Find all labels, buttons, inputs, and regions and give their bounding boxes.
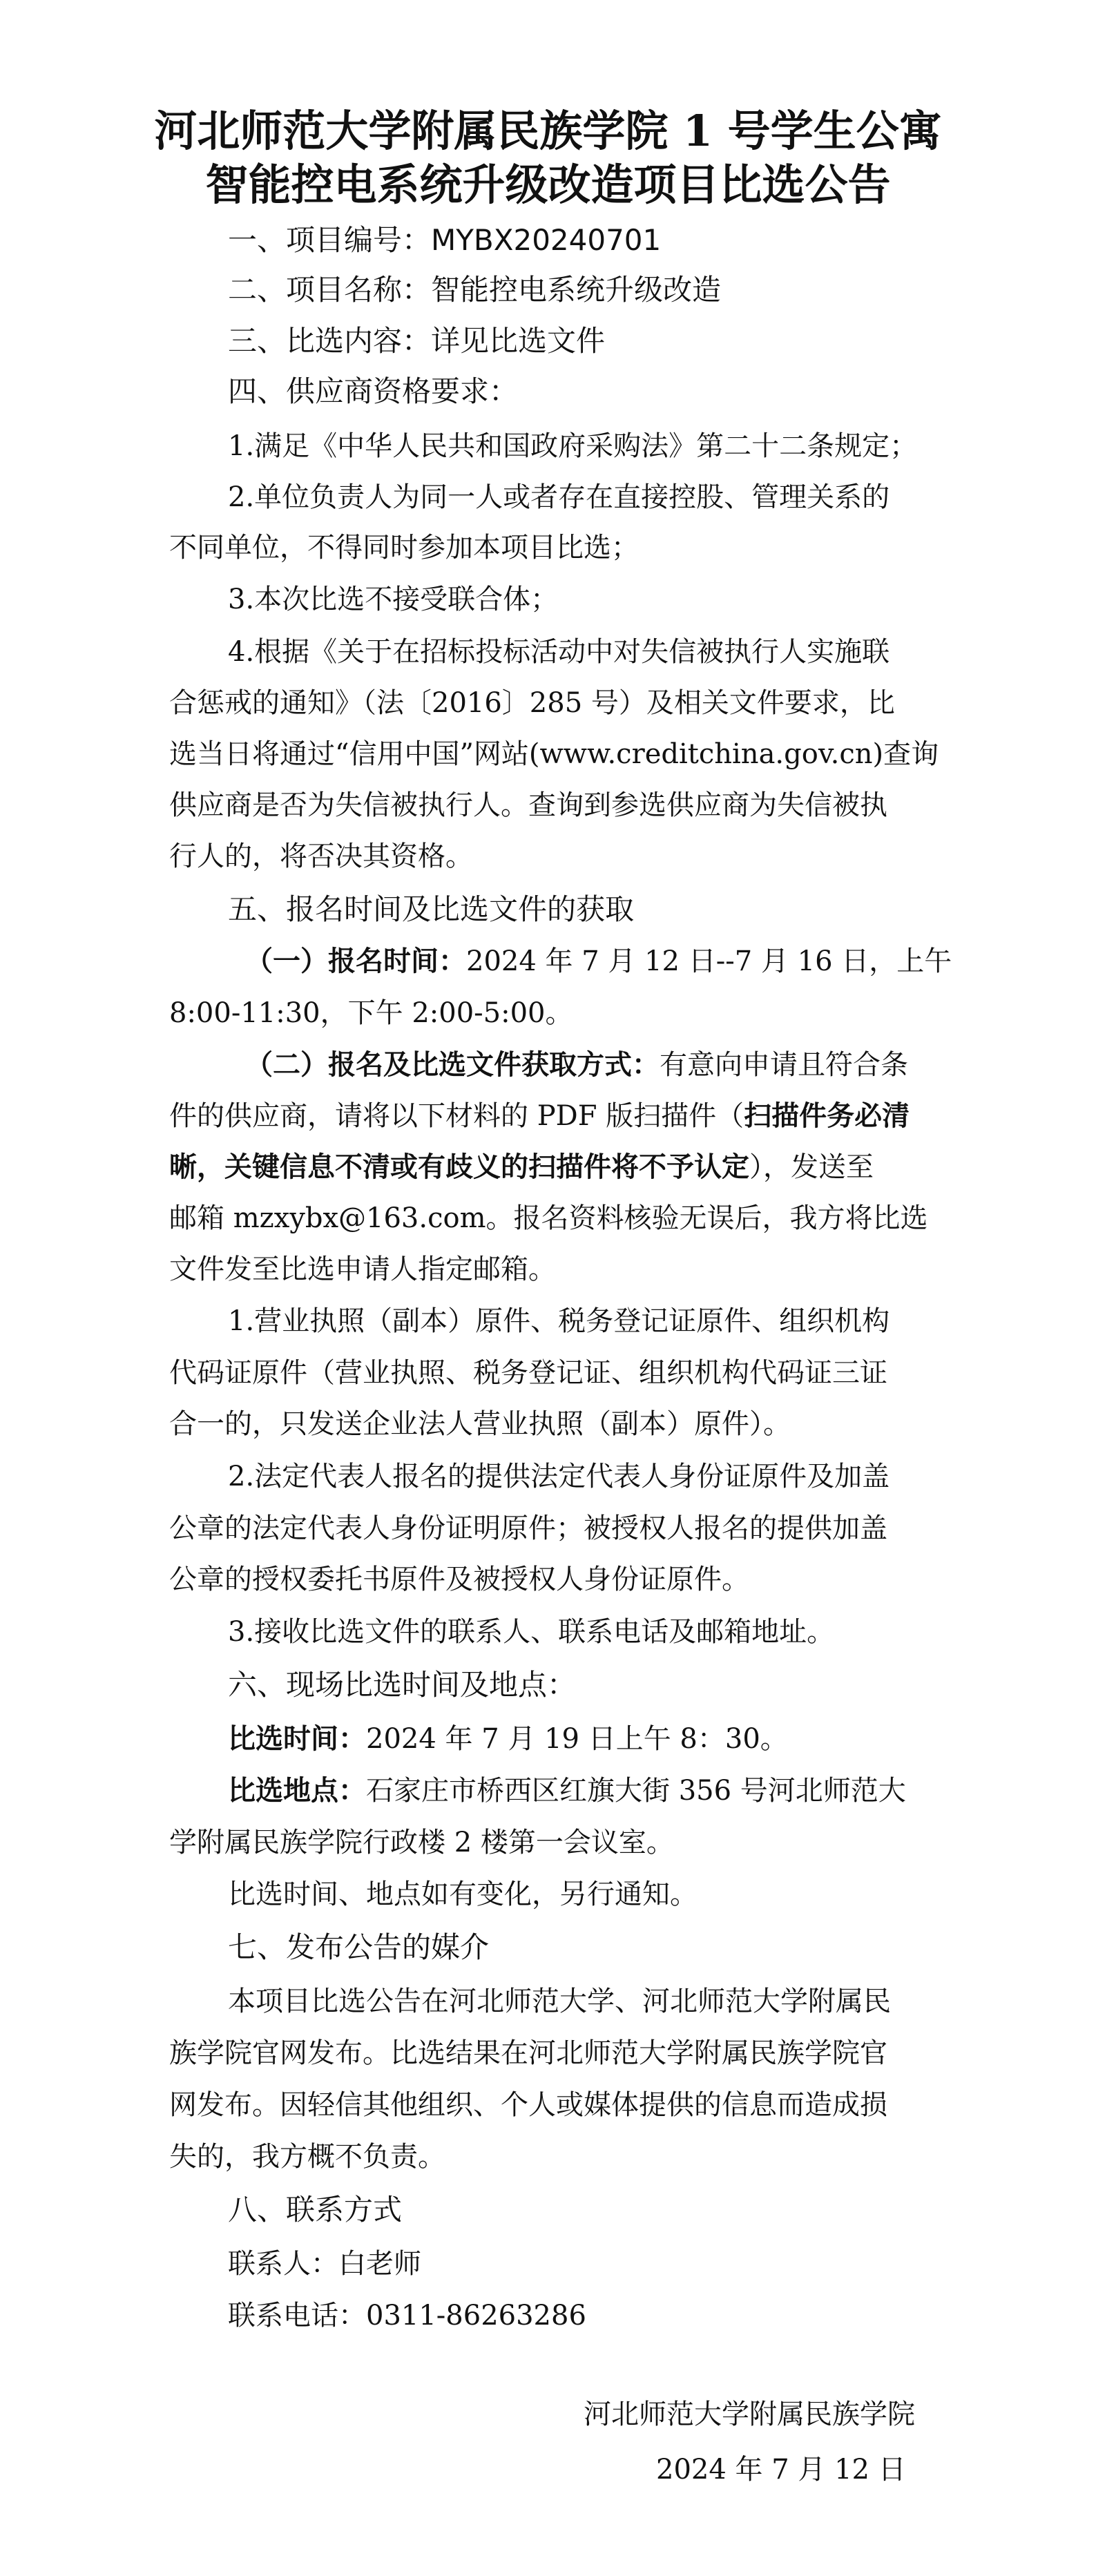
registration-method-text-2: 件的供应商，请将以下材料的 PDF 版扫描件（ <box>169 1100 744 1132</box>
material-3: 3.接收比选文件的联系人、联系电话及邮箱地址。 <box>228 1616 835 1648</box>
qualification-item-4-line-4: 供应商是否为失信被执行人。查询到参选供应商为失信被执 <box>169 789 887 821</box>
registration-method-text: 有意向申请且符合条 <box>660 1049 908 1081</box>
selection-place-line-1 <box>228 1771 906 1810</box>
section-heading-contact: 八、联系方式 <box>228 2193 403 2227</box>
contact-person: 联系人：白老师 <box>228 2248 421 2280</box>
qualification-item-4-line-5: 行人的，将否决其资格。 <box>169 840 473 872</box>
title-line-2: 智能控电系统升级改造项目比选公告 <box>205 160 891 210</box>
selection-time-line <box>228 1720 788 1758</box>
media-line-1: 本项目比选公告在河北师范大学、河北师范大学附属民 <box>228 1986 891 2017</box>
registration-method-line-4: 邮箱 mzxybx@163.com。报名资料核验无误后，我方将比选 <box>169 1202 928 1234</box>
section-heading-registration: 五、报名时间及比选文件的获取 <box>228 892 635 926</box>
registration-time-value: 2024 年 7 月 12 日--7 月 16 日，上午 <box>466 945 952 977</box>
title-line-1: 河北师范大学附属民族学院 1 号学生公寓 <box>154 106 942 156</box>
material-1-line-2: 代码证原件（营业执照、税务登记证、组织机构代码证三证 <box>169 1357 887 1389</box>
registration-time-label: （一）报名时间： <box>245 945 466 977</box>
registration-method-line-2 <box>169 1097 910 1135</box>
scan-requirement-bold-1: 扫描件务必清 <box>744 1099 910 1132</box>
selection-place-line-2: 学附属民族学院行政楼 2 楼第一会议室。 <box>169 1827 674 1858</box>
section-heading-qualifications: 四、供应商资格要求： <box>228 374 519 408</box>
change-notice: 比选时间、地点如有变化，另行通知。 <box>228 1878 698 1910</box>
qualification-item-3: 3.本次比选不接受联合体； <box>228 584 559 615</box>
signature-date: 2024 年 7 月 12 日 <box>656 2454 906 2486</box>
qualification-item-4-line-2: 合惩戒的通知》（法〔2016〕285 号）及相关文件要求，比 <box>169 687 895 719</box>
project-number: 一、项目编号：MYBX20240701 <box>228 223 662 257</box>
section-heading-media: 七、发布公告的媒介 <box>228 1930 490 1964</box>
registration-time-line-2: 8:00-11:30，下午 2:00-5:00。 <box>169 997 573 1029</box>
material-1-line-1: 1.营业执照（副本）原件、税务登记证原件、组织机构 <box>228 1305 890 1337</box>
registration-method-text-3: ），发送至 <box>749 1151 874 1183</box>
qualification-item-1: 1.满足《中华人民共和国政府采购法》第二十二条规定； <box>228 430 918 462</box>
project-name: 二、项目名称：智能控电系统升级改造 <box>228 273 722 307</box>
qualification-item-4-line-1: 4.根据《关于在招标投标活动中对失信被执行人实施联 <box>228 636 890 668</box>
registration-method-line-3 <box>169 1148 874 1186</box>
qualification-item-4-line-3: 选当日将通过“信用中国”网站(www.creditchina.gov.cn)查询 <box>169 738 939 770</box>
material-2-line-2: 公章的法定代表人身份证明原件；被授权人报名的提供加盖 <box>169 1512 887 1544</box>
selection-time-label: 比选时间： <box>228 1722 366 1755</box>
selection-place-label: 比选地点： <box>228 1774 366 1807</box>
media-line-2: 族学院官网发布。比选结果在河北师范大学附属民族学院官 <box>169 2037 887 2069</box>
material-2-line-1: 2.法定代表人报名的提供法定代表人身份证原件及加盖 <box>228 1461 890 1492</box>
material-2-line-3: 公章的授权委托书原件及被授权人身份证原件。 <box>169 1564 749 1595</box>
registration-time-line-1 <box>245 942 952 981</box>
scan-requirement-bold-2: 晰，关键信息不清或有歧义的扫描件将不予认定 <box>169 1151 749 1183</box>
qualification-item-2-line-1: 2.单位负责人为同一人或者存在直接控股、管理关系的 <box>228 481 890 513</box>
registration-method-label: （二）报名及比选文件获取方式： <box>245 1048 660 1081</box>
registration-method-line-5: 文件发至比选申请人指定邮箱。 <box>169 1253 556 1285</box>
qualification-item-2-line-2: 不同单位，不得同时参加本项目比选； <box>169 532 639 564</box>
registration-method-line-1 <box>245 1046 908 1084</box>
signature-org: 河北师范大学附属民族学院 <box>584 2399 915 2430</box>
section-heading-venue: 六、现场比选时间及地点： <box>228 1668 577 1702</box>
contact-phone: 联系电话：0311-86263286 <box>228 2300 586 2332</box>
media-line-4: 失的，我方概不负责。 <box>169 2141 445 2173</box>
material-1-line-3: 合一的，只发送企业法人营业执照（副本）原件）。 <box>169 1408 791 1440</box>
selection-time-value: 2024 年 7 月 19 日上午 8：30。 <box>366 1723 788 1755</box>
media-line-3: 网发布。因轻信其他组织、个人或媒体提供的信息而造成损 <box>169 2089 887 2121</box>
selection-content: 三、比选内容：详见比选文件 <box>228 324 606 358</box>
selection-place-value: 石家庄市桥西区红旗大街 356 号河北师范大 <box>366 1775 906 1807</box>
